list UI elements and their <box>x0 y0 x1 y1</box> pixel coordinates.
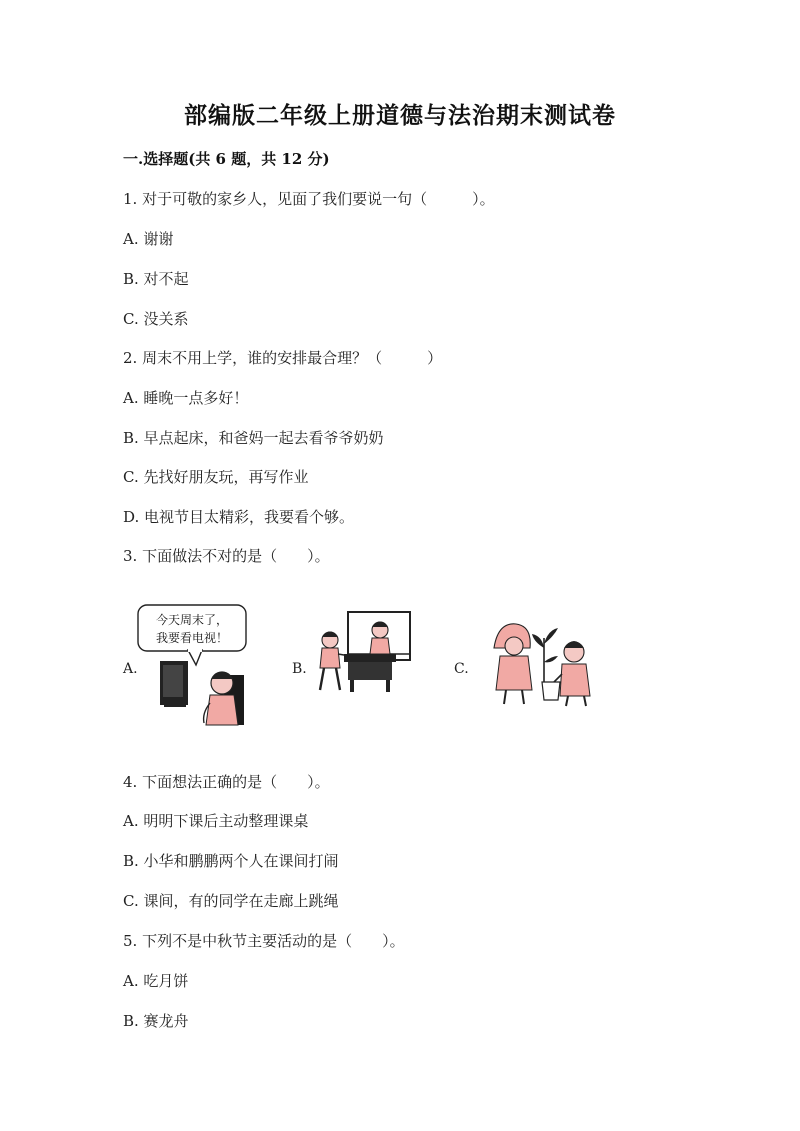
question-3-stem: 3. 下面做法不对的是（ ）。 <box>123 547 330 565</box>
question-4-option-c: C. 课间，有的同学在走廊上跳绳 <box>123 892 339 910</box>
question-2-option-c: C. 先找好朋友玩，再写作业 <box>123 468 309 486</box>
question-2-option-b: B. 早点起床，和爸妈一起去看爷爷奶奶 <box>123 429 384 447</box>
question-2-stem: 2. 周末不用上学，谁的安排最合理？（ ） <box>123 349 443 367</box>
speech-line-1: 今天周末了， <box>155 613 229 627</box>
picture-option-c-label: C. <box>454 661 469 677</box>
question-5-option-a: A. 吃月饼 <box>123 972 189 990</box>
section-heading: 一.选择题(共 6 题，共 12 分) <box>123 150 330 168</box>
picture-option-b-label: B. <box>292 661 307 677</box>
picture-option-b-illustration <box>310 610 415 695</box>
question-4-stem: 4. 下面想法正确的是（ ）。 <box>123 773 330 791</box>
question-2-option-d: D. 电视节目太精彩，我要看个够。 <box>123 508 355 526</box>
picture-option-c-illustration <box>488 618 600 708</box>
picture-option-a-label: A. <box>123 661 138 677</box>
question-5-option-b: B. 赛龙舟 <box>123 1012 189 1030</box>
speech-line-2: 我要看电视！ <box>155 631 229 645</box>
question-1-stem: 1. 对于可敬的家乡人，见面了我们要说一句（ ）。 <box>123 190 495 208</box>
picture-option-a-illustration <box>130 603 255 728</box>
question-1-option-c: C. 没关系 <box>123 310 189 328</box>
page-title: 部编版二年级上册道德与法治期末测试卷 <box>184 102 616 129</box>
question-1-option-a: A. 谢谢 <box>123 230 174 248</box>
question-4-option-a: A. 明明下课后主动整理课桌 <box>123 812 309 830</box>
question-5-stem: 5. 下列不是中秋节主要活动的是（ ）。 <box>123 932 405 950</box>
question-2-option-a: A. 睡晚一点多好！ <box>123 389 249 407</box>
question-4-option-b: B. 小华和鹏鹏两个人在课间打闹 <box>123 852 339 870</box>
question-1-option-b: B. 对不起 <box>123 270 189 288</box>
